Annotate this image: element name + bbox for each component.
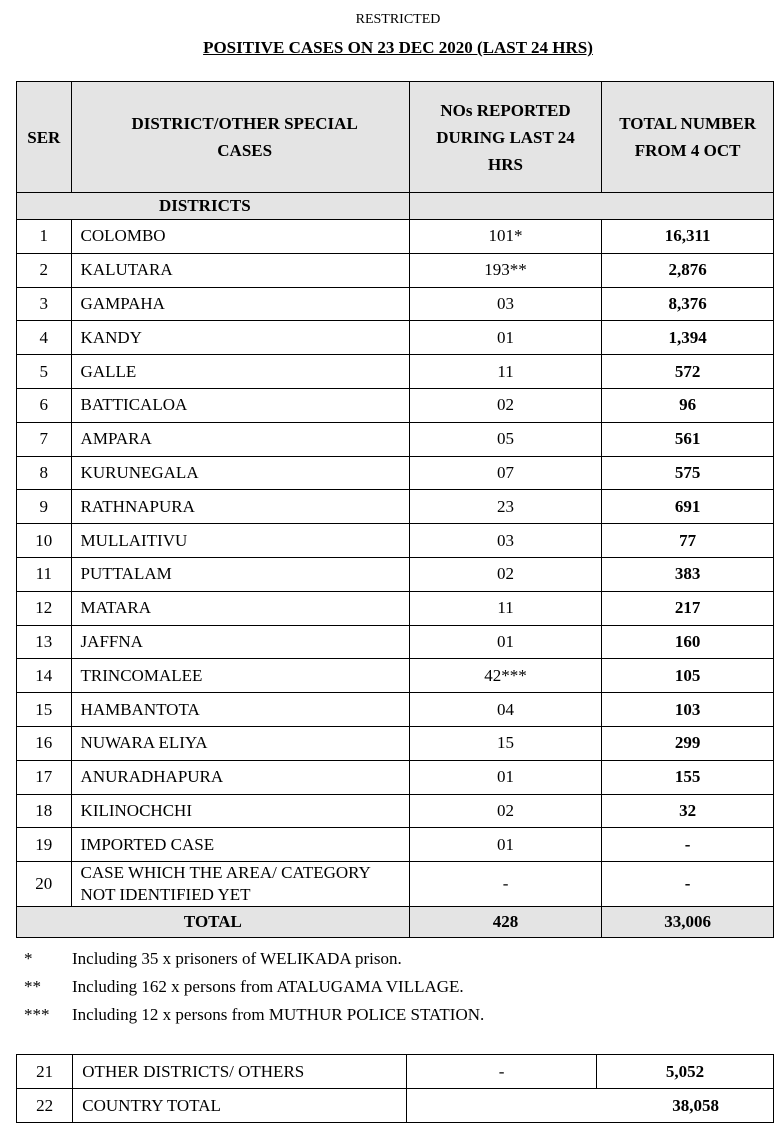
col-header-district bbox=[71, 82, 409, 193]
row-reported: 01 bbox=[409, 321, 601, 355]
row-ser: 17 bbox=[17, 760, 72, 794]
footnote-mark: *** bbox=[24, 1005, 50, 1024]
row-district: HAMBANTOTA bbox=[71, 693, 409, 727]
table-row bbox=[17, 557, 774, 591]
row-total: 561 bbox=[602, 422, 774, 456]
table-row bbox=[17, 591, 774, 625]
row-reported: 05 bbox=[409, 422, 601, 456]
row-reported: 07 bbox=[409, 456, 601, 490]
row-total: 105 bbox=[602, 659, 774, 693]
row-total: 32 bbox=[602, 794, 774, 828]
restricted-label: RESTRICTED bbox=[355, 12, 441, 27]
table-row bbox=[17, 490, 774, 524]
row-ser: 21 bbox=[17, 1055, 73, 1089]
row-total: - bbox=[602, 828, 774, 862]
col-header-reported-text: NOs REPORTED DURING LAST 24 HRS bbox=[436, 100, 575, 174]
row-district: ANURADHAPURA bbox=[71, 760, 409, 794]
row-ser: 20 bbox=[17, 862, 72, 907]
row-name: OTHER DISTRICTS/ OTHERS bbox=[73, 1055, 407, 1089]
table-row bbox=[17, 828, 774, 862]
table-row bbox=[17, 524, 774, 558]
row-district: GAMPAHA bbox=[71, 287, 409, 321]
row-reported: 02 bbox=[409, 388, 601, 422]
row-reported: 02 bbox=[409, 557, 601, 591]
footnote-mark: * bbox=[24, 949, 33, 968]
table-row bbox=[17, 456, 774, 490]
row-district: AMPARA bbox=[71, 422, 409, 456]
row-total: 77 bbox=[602, 524, 774, 558]
row-ser: 15 bbox=[17, 693, 72, 727]
footnote-text: Including 35 x prisoners of WELIKADA prison. bbox=[72, 949, 402, 968]
row-ser: 7 bbox=[17, 422, 72, 456]
row-district: CASE WHICH THE AREA/ CATEGORY NOT IDENTIFIED YET bbox=[71, 862, 409, 907]
row-total: 160 bbox=[602, 625, 774, 659]
row-ser: 11 bbox=[17, 557, 72, 591]
row-reported: 01 bbox=[409, 760, 601, 794]
row-district: KANDY bbox=[71, 321, 409, 355]
row-reported: 42*** bbox=[409, 659, 601, 693]
row-ser: 4 bbox=[17, 321, 72, 355]
row-district: NUWARA ELIYA bbox=[71, 726, 409, 760]
row-district: BATTICALOA bbox=[71, 388, 409, 422]
cases-table bbox=[16, 81, 774, 938]
row-reported: - bbox=[406, 1055, 596, 1089]
col-header-total bbox=[602, 82, 774, 193]
section-label: DISTRICTS bbox=[17, 193, 410, 220]
section-row-districts bbox=[17, 193, 774, 220]
summary-table bbox=[16, 1054, 774, 1123]
footnote-1 bbox=[24, 945, 484, 973]
row-reported: 15 bbox=[409, 726, 601, 760]
row-total: 16,311 bbox=[602, 220, 774, 254]
footnote-3 bbox=[24, 1001, 484, 1029]
row-ser: 14 bbox=[17, 659, 72, 693]
row-total: 691 bbox=[602, 490, 774, 524]
row-ser: 3 bbox=[17, 287, 72, 321]
row-district: PUTTALAM bbox=[71, 557, 409, 591]
row-ser: 8 bbox=[17, 456, 72, 490]
row-district: KURUNEGALA bbox=[71, 456, 409, 490]
row-reported: 11 bbox=[409, 355, 601, 389]
row-ser: 13 bbox=[17, 625, 72, 659]
col-header-reported bbox=[409, 82, 601, 193]
table-row bbox=[17, 659, 774, 693]
row-district: COLOMBO bbox=[71, 220, 409, 254]
row-total: 383 bbox=[602, 557, 774, 591]
row-total: 572 bbox=[602, 355, 774, 389]
row-district: IMPORTED CASE bbox=[71, 828, 409, 862]
footnote-text: Including 12 x persons from MUTHUR POLICE STATION. bbox=[72, 1005, 485, 1024]
table-row bbox=[17, 388, 774, 422]
table-row bbox=[17, 625, 774, 659]
row-total: 217 bbox=[602, 591, 774, 625]
table-row bbox=[17, 862, 774, 907]
row-ser: 6 bbox=[17, 388, 72, 422]
row-district: MULLAITIVU bbox=[71, 524, 409, 558]
row-reported: 03 bbox=[409, 287, 601, 321]
row-reported: 04 bbox=[409, 693, 601, 727]
table-row bbox=[17, 726, 774, 760]
total-cumulative: 33,006 bbox=[602, 907, 774, 938]
row-ser: 10 bbox=[17, 524, 72, 558]
row-total: 8,376 bbox=[602, 287, 774, 321]
row-total: - bbox=[602, 862, 774, 907]
table-row bbox=[17, 794, 774, 828]
row-district: RATHNAPURA bbox=[71, 490, 409, 524]
table-row bbox=[17, 220, 774, 254]
table-row bbox=[17, 693, 774, 727]
row-total: 575 bbox=[602, 456, 774, 490]
col-header-total-text: TOTAL NUMBER FROM 4 OCT bbox=[619, 114, 757, 160]
row-total: 2,876 bbox=[602, 253, 774, 287]
table-row bbox=[17, 287, 774, 321]
footnotes bbox=[24, 945, 484, 1029]
row-ser: 18 bbox=[17, 794, 72, 828]
row-district: KILINOCHCHI bbox=[71, 794, 409, 828]
other-districts-row bbox=[17, 1055, 774, 1089]
total-row bbox=[17, 907, 774, 938]
row-district: MATARA bbox=[71, 591, 409, 625]
row-district: JAFFNA bbox=[71, 625, 409, 659]
col-header-district-text: DISTRICT/OTHER SPECIAL CASES bbox=[131, 114, 358, 160]
row-ser: 16 bbox=[17, 726, 72, 760]
row-reported: 101* bbox=[409, 220, 601, 254]
total-label: TOTAL bbox=[17, 907, 410, 938]
row-total: 1,394 bbox=[602, 321, 774, 355]
row-reported: 02 bbox=[409, 794, 601, 828]
row-reported: 193** bbox=[409, 253, 601, 287]
row-district: KALUTARA bbox=[71, 253, 409, 287]
row-total: 5,052 bbox=[597, 1055, 774, 1089]
row-reported: 03 bbox=[409, 524, 601, 558]
table-row bbox=[17, 760, 774, 794]
row-district: TRINCOMALEE bbox=[71, 659, 409, 693]
row-district: GALLE bbox=[71, 355, 409, 389]
row-total: 38,058 bbox=[406, 1089, 773, 1123]
country-total-row bbox=[17, 1089, 774, 1123]
row-ser: 5 bbox=[17, 355, 72, 389]
row-total: 96 bbox=[602, 388, 774, 422]
row-reported: 01 bbox=[409, 828, 601, 862]
total-reported: 428 bbox=[409, 907, 601, 938]
row-reported: 11 bbox=[409, 591, 601, 625]
row-reported: - bbox=[409, 862, 601, 907]
row-ser: 1 bbox=[17, 220, 72, 254]
footnote-mark: ** bbox=[24, 977, 41, 996]
row-total: 299 bbox=[602, 726, 774, 760]
row-ser: 12 bbox=[17, 591, 72, 625]
row-ser: 22 bbox=[17, 1089, 73, 1123]
row-ser: 2 bbox=[17, 253, 72, 287]
table-row bbox=[17, 355, 774, 389]
row-ser: 9 bbox=[17, 490, 72, 524]
table-header-row bbox=[17, 82, 774, 193]
col-header-ser: SER bbox=[17, 82, 72, 193]
table-row bbox=[17, 253, 774, 287]
footnote-2 bbox=[24, 973, 484, 1001]
table-row bbox=[17, 321, 774, 355]
footnote-text: Including 162 x persons from ATALUGAMA VILLAGE. bbox=[72, 977, 464, 996]
row-reported: 23 bbox=[409, 490, 601, 524]
row-name: COUNTRY TOTAL bbox=[73, 1089, 407, 1123]
row-reported: 01 bbox=[409, 625, 601, 659]
section-empty-cell bbox=[409, 193, 773, 220]
page-title: POSITIVE CASES ON 23 DEC 2020 (LAST 24 HRS) bbox=[203, 38, 593, 57]
row-ser: 19 bbox=[17, 828, 72, 862]
row-total: 103 bbox=[602, 693, 774, 727]
table-row bbox=[17, 422, 774, 456]
row-total: 155 bbox=[602, 760, 774, 794]
